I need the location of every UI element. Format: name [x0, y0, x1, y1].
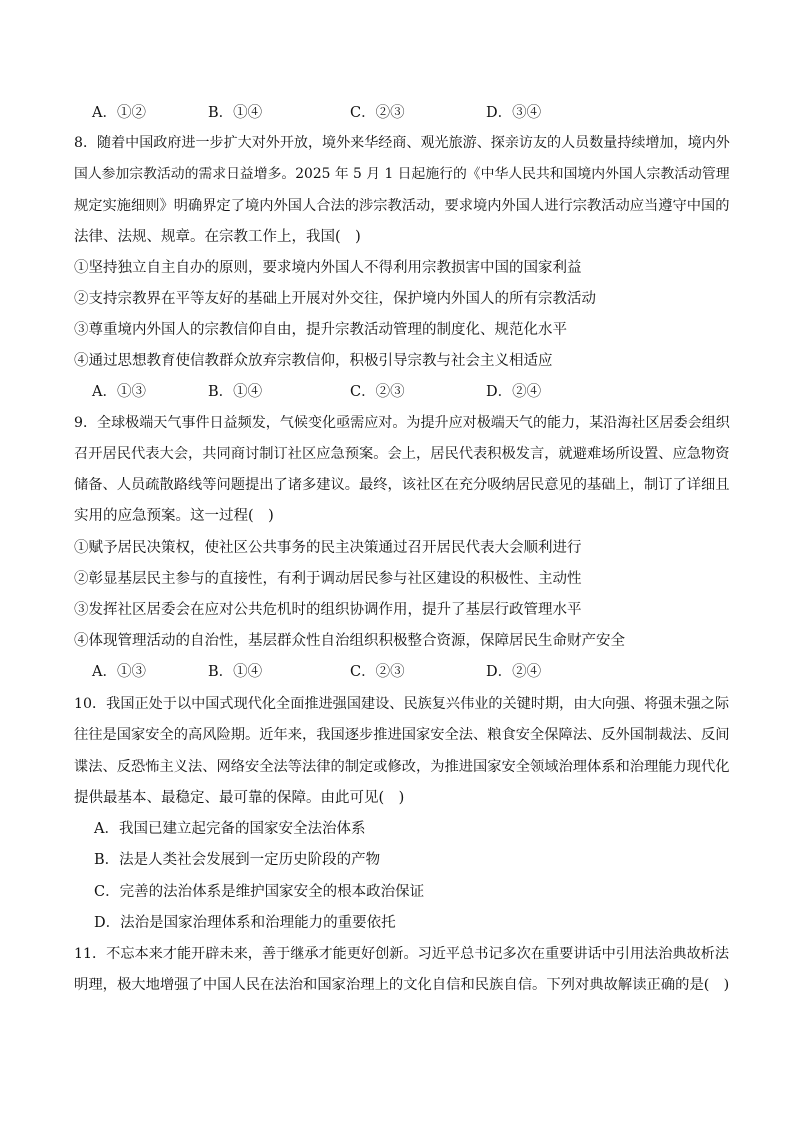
- q9-stem-line-4: 实用的应急预案。这一过程( ): [74, 508, 274, 524]
- q8-stem-line-3: 规定实施细则》明确界定了境内外国人合法的涉宗教活动，要求境内外国人进行宗教活动应当遵守中国的: [74, 198, 730, 214]
- q9-item-4: ④体现管理活动的自治性，基层群众性自治组织积极整合资源，保障居民生命财产安全: [74, 633, 625, 649]
- q8-option-c: C．②③: [350, 384, 405, 400]
- q8-stem-line-4: 法律、法规、规章。在宗教工作上，我国( ): [74, 229, 361, 245]
- q8-item-3: ③尊重境内外国人的宗教信仰自由，提升宗教活动管理的制度化、规范化水平: [74, 322, 567, 338]
- q10-stem-line-1: 10．我国正处于以中国式现代化全面推进强国建设、民族复兴伟业的关键时期，由大向强、将强未强之际: [74, 696, 730, 712]
- q7-option-b: B．①④: [208, 105, 263, 121]
- q7-option-a: A．①②: [92, 105, 146, 121]
- q8-item-2: ②支持宗教界在平等友好的基础上开展对外交往，保护境内外国人的所有宗教活动: [74, 291, 596, 307]
- q8-stem-line-1: 8．随着中国政府进一步扩大对外开放，境外来华经商、观光旅游、探亲访友的人员数量持续增加，境内外: [74, 135, 730, 151]
- q8-option-a: A．①③: [92, 384, 146, 400]
- q9-stem-line-1: 9．全球极端天气事件日益频发，气候变化亟需应对。为提升应对极端天气的能力，某沿海社区居委会组织: [74, 415, 730, 431]
- q8-item-1: ①坚持独立自主自办的原则，要求境内外国人不得利用宗教损害中国的国家利益: [74, 260, 582, 276]
- q9-option-b: B．①④: [208, 664, 263, 680]
- q8-item-4: ④通过思想教育使信教群众放弃宗教信仰，积极引导宗教与社会主义相适应: [74, 353, 553, 369]
- q10-option-a: A．我国已建立起完备的国家安全法治体系: [94, 821, 366, 837]
- q11-stem-line-1: 11．不忘本来才能开辟未来，善于继承才能更好创新。习近平总书记多次在重要讲话中引用法治典故析法: [74, 946, 730, 962]
- q9-item-1: ①赋予居民决策权，使社区公共事务的民主决策通过召开居民代表大会顺利进行: [74, 540, 582, 556]
- q9-option-d: D．②④: [486, 664, 542, 680]
- q8-option-d: D．②④: [486, 384, 542, 400]
- q9-option-a: A．①③: [92, 664, 146, 680]
- q9-stem-line-3: 储备、人员疏散路线等问题提出了诸多建议。最终，该社区在充分吸纳居民意见的基础上，制订了详细且: [74, 477, 730, 493]
- q10-option-d: D．法治是国家治理体系和治理能力的重要依托: [94, 915, 396, 931]
- q10-option-b: B．法是人类社会发展到一定历史阶段的产物: [94, 852, 381, 868]
- q9-option-c: C．②③: [350, 664, 405, 680]
- q8-stem-line-2: 国人参加宗教活动的需求日益增多。2025 年 5 月 1 日起施行的《中华人民共和国境内外国人宗教活动管理: [74, 166, 730, 182]
- q10-stem-line-2: 往往是国家安全的高风险期。近年来，我国逐步推进国家安全法、粮食安全保障法、反外国制裁法、反间: [74, 727, 730, 743]
- q10-option-c: C．完善的法治体系是维护国家安全的根本政治保证: [94, 884, 425, 900]
- q10-stem-line-3: 谍法、反恐怖主义法、网络安全法等法律的制定或修改，为推进国家安全领域治理体系和治理能力现代化: [74, 759, 730, 775]
- q10-stem-line-4: 提供最基本、最稳定、最可靠的保障。由此可见( ): [74, 790, 405, 806]
- q11-stem-line-2: 明理，极大地增强了中国人民在法治和国家治理上的文化自信和民族自信。下列对典故解读正确的是( ): [74, 977, 730, 993]
- q9-item-2: ②彰显基层民主参与的直接性，有利于调动居民参与社区建设的积极性、主动性: [74, 571, 582, 587]
- q7-option-d: D．③④: [486, 105, 542, 121]
- q9-stem-line-2: 召开居民代表大会，共同商讨制订社区应急预案。会上，居民代表积极发言，就避难场所设置、应急物资: [74, 446, 730, 462]
- q8-option-b: B．①④: [208, 384, 263, 400]
- q7-option-c: C．②③: [350, 105, 405, 121]
- q9-item-3: ③发挥社区居委会在应对公共危机时的组织协调作用，提升了基层行政管理水平: [74, 602, 582, 618]
